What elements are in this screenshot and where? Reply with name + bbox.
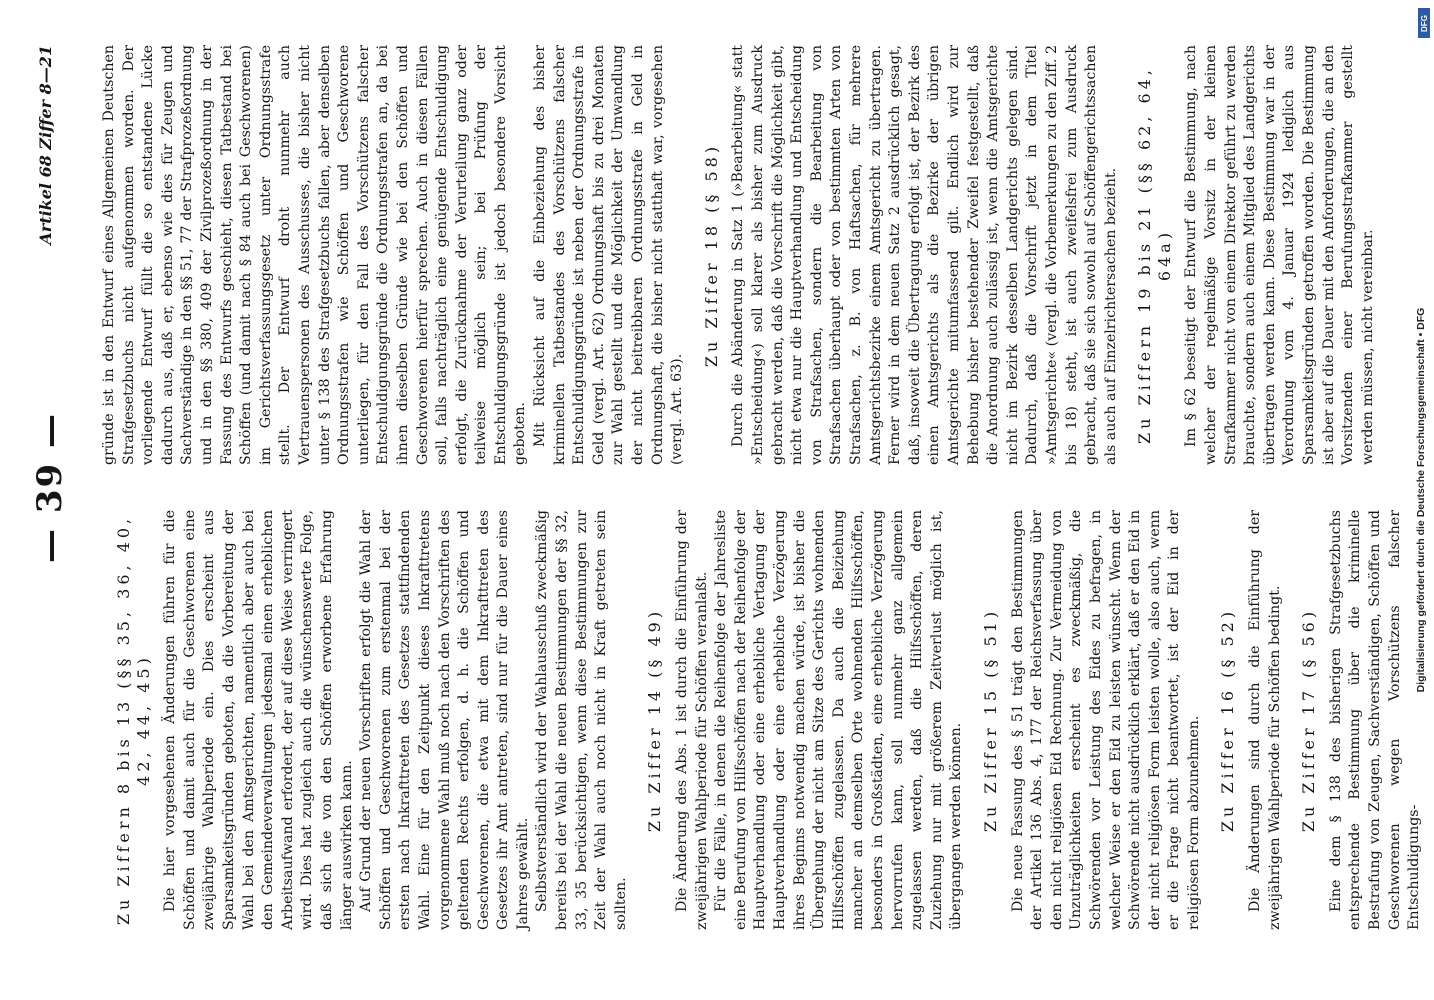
paragraph: Eine dem § 138 des bisherigen Strafgesetzbuchs entsprechende Bestimmung über die kriminelle Bestrafung von Zeugen, Sachverständigen, Schöffen und Geschworenen wegen Vorschützens falscher Entschuldigungs-	[1327, 510, 1423, 930]
paragraph: Die Änderung des Abs. 1 ist durch die Einführung der zweijährigen Wahlperiode für Schöffen veranlaßt.	[674, 510, 710, 930]
section-heading: Zu Ziffer 18 (§ 58)	[701, 142, 721, 368]
section	[702, 45, 1121, 465]
paragraph: Im § 62 beseitigt der Entwurf die Bestimmung, nach welcher der regelmäßige Vorsitz in der kleinen Strafkammer nicht von einem Direktor geführt zu werden brauchte, sondern auch einem Mitglied des Landgerichts übertragen werden kann. Diese Bestimmung war in der Verordnung vom 4. Januar 1924 lediglich aus Sparsamkeitsgründen getroffen worden. Die Bestimmung ist aber auf die Dauer mit den Anforderungen, die an den Vorsitzenden einer Berufungsstrafkammer gestellt werden müssen, nicht vereinbar.	[1183, 45, 1376, 465]
dfg-badge-label: DFG	[1419, 14, 1429, 32]
section-heading: Zu Ziffer 16 (§ 52)	[1218, 607, 1238, 833]
section	[645, 510, 967, 930]
section	[1218, 510, 1285, 930]
section	[1299, 510, 1425, 930]
paragraph: Für die Fälle, in denen die Reihenfolge der Jahresliste eine Berufung von Hilfsschöffen nach der Reihenfolge der Hauptverhandlung oder eine erhebliche Vertagung der Hauptverhandlung oder eine erhebliche Verzögerung ihres Beginns notwendig machen würde, ist bisher die Übergehung der nicht am Sitze des Gerichts wohnenden Hilfsschöffen zugelassen. Da auch die Beiziehung mancher an demselben Orte wohnenden Hilfsschöffen, besonders in Großstädten, eine erhebliche Verzögerung hervorrufen kann, soll nunmehr ganz allgemein zugelassen werden, daß die Hilfsschöffen, deren Zuziehung nur mit größerem Zeitverlust möglich ist, übergangen werden können.	[713, 510, 965, 930]
page-number: — 39 —	[30, 412, 70, 563]
funding-note: Digitalisierung gefördert durch die Deutsche Forschungsgemeinschaft • DFG	[1415, 307, 1427, 693]
running-head: Artikel 68 Ziffer 8—21	[36, 45, 55, 245]
right-column	[100, 45, 1378, 465]
section	[114, 510, 631, 930]
section-heading: Zu Ziffer 15 (§ 51)	[980, 607, 1000, 833]
paragraph: Mit Rücksicht auf die Einbeziehung des bisher kriminellen Tatbestandes des Vorschützens falscher Entschuldigungsgründe ist neben der Ordnungsstrafe in Geld (vergl. Art. 62) Ordnungshaft bis zu drei Monaten zur Wahl gestellt und die Möglichkeit der Umwandlung der nicht beitreibbaren Ordnungsstrafe in Geld in Ordnungshaft, die bisher nicht statthaft war, vorgesehen (vergl. Art. 63).	[532, 45, 686, 465]
section-heading: Zu Ziffern 8 bis 13 (§§ 35, 36, 40, 42, 44, 45)	[114, 514, 153, 926]
section-heading: Zu Ziffern 19 bis 21 (§§ 62, 64, 64a)	[1135, 66, 1174, 444]
funding-sidebar	[1412, 5, 1430, 995]
paragraph: gründe ist in den Entwurf eines Allgemeinen Deutschen Strafgesetzbuchs nicht aufgenommen worden. Der vorliegende Entwurf füllt die so entstandene Lücke dadurch aus, daß er, ebenso wie dies für Zeugen und Sachverständige in den §§ 51, 77 der Strafprozeßordnung und in den §§ 380, 409 der Zivilprozeßordnung in der Fassung des Entwurfs geschieht, diesen Tatbestand bei Schöffen (und damit nach § 84 auch bei Geschworenen) im Gerichtsverfassungsgesetz unter Ordnungsstrafe stellt. Der Entwurf droht nunmehr auch Vertrauenspersonen des Ausschusses, die bisher nicht unter § 138 des Strafgesetzbuchs fallen, aber denselben Ordnungsstrafen wie Schöffen und Geschworene unterliegen, für den Fall des Vorschützens falscher Entschuldigungsgründe die Ordnungsstrafen an, da bei ihnen dieselben Gründe wie bei den Schöffen und Geschworenen hierfür sprechen. Auch in diesen Fällen soll, falls nachträglich eine genügende Entschuldigung erfolgt, die Zurücknahme der Verurteilung ganz oder teilweise möglich sein; bei Prüfung der Entschuldigungsgründe ist jedoch besondere Vorsicht geboten.	[101, 45, 529, 465]
paragraph: Die Änderungen sind durch die Einführung der zweijährigen Wahlperiode für Schöffen bedingt.	[1247, 510, 1283, 930]
paragraph: Selbstverständlich wird der Wahlausschuß zweckmäßig bereits bei der Wahl die neuen Bestimmungen der §§ 32, 33, 35 berücksichtigen, wenn diese Bestimmungen zur Zeit der Wahl auch noch nicht in Kraft getreten sein sollten.	[534, 510, 629, 930]
paragraph: Auf Grund der neuen Vorschriften erfolgt die Wahl der Schöffen und Geschworenen zum erstenmal bei der ersten nach Inkrafttreten des Gesetzes stattfindenden Wahl. Eine für den Zeitpunkt dieses Inkrafttretens vorgenommene Wahl muß noch nach den Vorschriften des geltenden Rechts erfolgen, d. h. die Schöffen und Geschworenen, die etwa mit dem Inkrafttreten des Gesetzes ihr Amt antreten, sind nur für die Dauer eines Jahres gewählt.	[358, 510, 531, 930]
paragraph: Durch die Abänderung in Satz 1 (»Bearbeitung« statt »Entscheidung«) soll klarer als bisher zum Ausdruck gebracht werden, daß die Vorschrift die Möglichkeit gibt, nicht etwa nur die Hauptverhandlung und Entscheidung von Strafsachen, sondern die Bearbeitung von Strafsachen überhaupt oder von bestimmten Arten von Strafsachen, z. B. von Haftsachen, für mehrere Amtsgerichtsbezirke einem Amtsgericht zu übertragen. Ferner wird in dem neuen Satz 2 ausdrücklich gesagt, daß, insoweit die Übertragung erfolgt ist, der Bezirk des einen Amtsgerichts als die Bezirke der übrigen Amtsgerichte mitumfassend gilt. Endlich wird zur Behebung bisher bestehender Zweifel festgestellt, daß die Anordnung auch zulässig ist, wenn die Amtsgerichte nicht im Bezirk desselben Landgerichts gelegen sind. Dadurch, daß die Vorschrift jetzt in dem Titel »Amtsgerichte« (vergl. die Vorbemerkungen zu den Ziff. 2 bis 18) steht, ist auch zweifelsfrei zum Ausdruck gebracht, daß sie sich sowohl auf Schöffengerichtssachen als auch auf Einzelrichtersachen bezieht.	[730, 45, 1119, 465]
paragraph: Die hier vorgesehenen Änderungen führen für die Schöffen und damit auch für die Geschworenen eine zweijährige Wahlperiode ein. Dies erscheint aus Sparsamkeitsgründen geboten, da die Vorbereitung der Wahl bei den Amtsgerichten, namentlich aber auch bei den Gemeindeverwaltungen jedesmal einen erheblichen Arbeitsaufwand erfordert, der auf diese Weise verringert wird. Dies hat zugleich auch die wünschenswerte Folge, daß sich die von den Schöffen erworbene Erfahrung länger auswirken kann.	[162, 510, 355, 930]
section-heading: Zu Ziffer 17 (§ 56)	[1299, 607, 1319, 833]
paragraph: Die neue Fassung des § 51 trägt den Bestimmungen der Artikel 136 Abs. 4, 177 der Reichsverfassung über den nicht religiösen Eid Rechnung. Zur Vermeidung von Unzuträglichkeiten erscheint es zweckmäßig, die Schwörenden vor Leistung des Eides zu befragen, in welcher Weise er den Eid zu leisten wünscht. Wenn der Schwörende nicht ausdrücklich erklärt, daß er den Eid in der nicht religiösen Form leisten wolle, also auch, wenn er die Frage nicht beantwortet, ist der Eid in der religiösen Form abzunehmen.	[1009, 510, 1202, 930]
left-column	[100, 510, 1425, 930]
section-heading: Zu Ziffer 14 (§ 49)	[645, 607, 665, 833]
page-header	[22, 45, 82, 930]
section	[1135, 45, 1378, 465]
section	[981, 510, 1205, 930]
